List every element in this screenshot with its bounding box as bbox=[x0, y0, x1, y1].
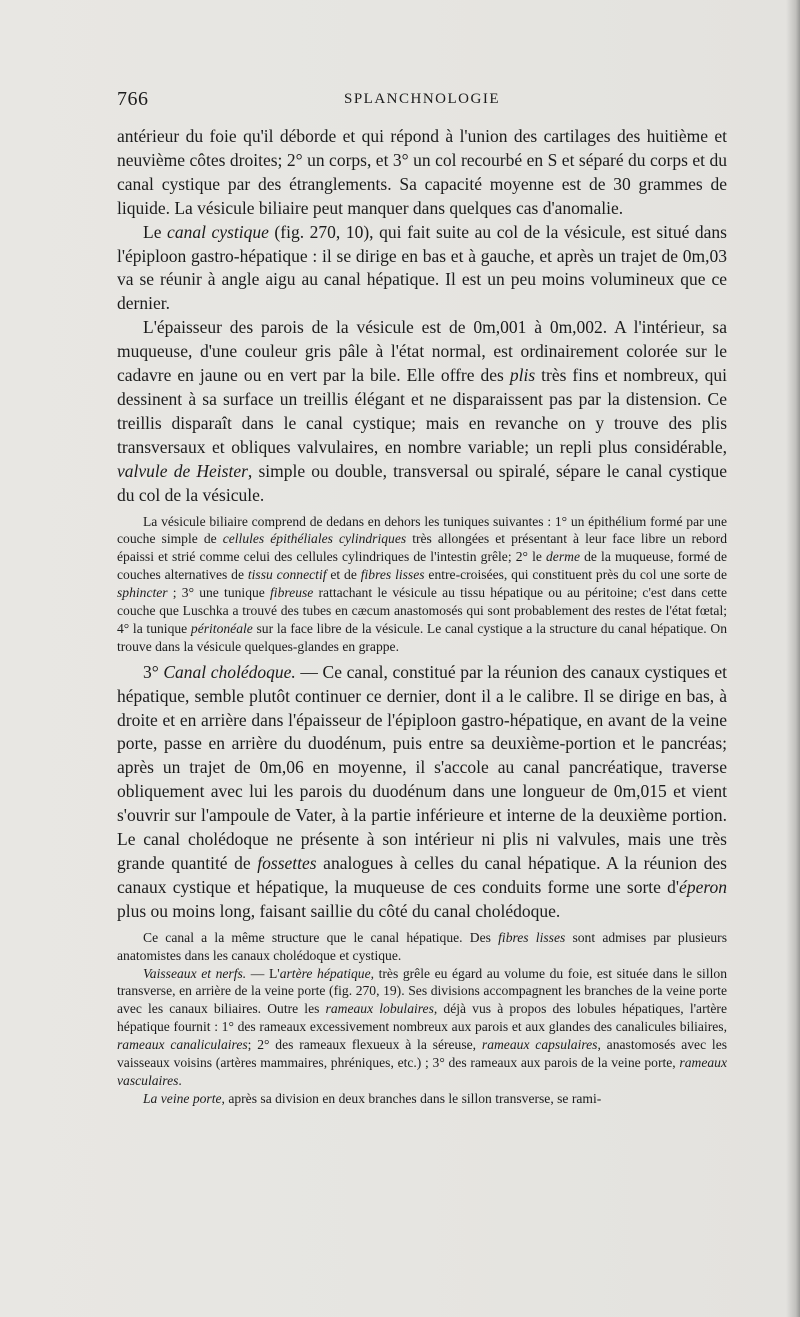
text-run: . bbox=[178, 1072, 182, 1088]
italic-term: Vaisseaux et nerfs. bbox=[143, 965, 247, 981]
text-run: , après sa division en deux branches dans le sillon transverse, se rami- bbox=[221, 1090, 602, 1106]
text-run: Le bbox=[143, 221, 168, 242]
italic-term: fibres lisses bbox=[360, 567, 425, 583]
italic-term: cellules épithéliales cylindriques bbox=[222, 531, 407, 547]
text-run: (fig. 270, 10), qui fait suite au col de la vésicule, est situé dans l'épiploon gastro-hépatique : il se dirige en bas et à gauche, et après un trajet de 0m,03 va se réunir à angle aigu au canal hépatique. Il est un peu moins volumineux que ce dernier. bbox=[117, 221, 727, 314]
italic-term: péritonéale bbox=[190, 620, 253, 636]
text-run: de la muqueuse, formé de couches alternatives de bbox=[117, 549, 727, 583]
running-title: SPLANCHNOLOGIE bbox=[344, 91, 500, 107]
italic-term: artère hépatique bbox=[279, 965, 371, 981]
paragraph-vaisseaux-small bbox=[117, 965, 727, 1090]
text-run: plus ou moins long, faisant saillie du côté du canal cholédoque. bbox=[117, 900, 561, 921]
paragraph-structure-small bbox=[117, 929, 727, 965]
italic-term: rameaux lobulaires bbox=[325, 1001, 434, 1017]
italic-term: rameaux vasculaires bbox=[117, 1055, 727, 1088]
italic-term: fossettes bbox=[257, 853, 317, 873]
text-run: 3° bbox=[143, 661, 164, 682]
text-run: , anastomosés avec les vaisseaux voisins (artères mammaires, phréniques, etc.) ; 3° des rameaux aux parois de la veine porte, bbox=[117, 1037, 728, 1071]
text-run: et de bbox=[326, 567, 361, 583]
italic-term: fibres lisses bbox=[498, 929, 566, 945]
italic-term: plis bbox=[509, 365, 536, 386]
paragraph-veine-porte-small bbox=[117, 1090, 727, 1108]
paragraph-parois-vesicule bbox=[117, 316, 727, 507]
page-edge-shadow bbox=[786, 0, 800, 1317]
text-run: analogues à celles du canal hépatique. A la réunion des canaux cystique et hépatique, la muqueuse de ces conduits forme une sorte d' bbox=[117, 853, 727, 897]
italic-term: tissu connectif bbox=[247, 567, 327, 583]
italic-term: sphincter bbox=[117, 585, 168, 601]
italic-term: La veine porte bbox=[143, 1090, 222, 1106]
italic-term: éperon bbox=[679, 876, 727, 897]
section-heading-italic: Canal cholédoque. bbox=[163, 661, 296, 682]
text-run: très allongées et présentant à leur face libre un rebord épaissi et strié comme celui des cellules cylindriques de l'intestin grêle; 2° le bbox=[117, 531, 727, 565]
page-number: 766 bbox=[117, 88, 149, 110]
page-header bbox=[117, 88, 727, 114]
text-run: très fins et nombreux, qui dessinent à sa surface un treillis élégant et ne disparaissent pas par la distension. Ce treillis disparaît dans le canal cystique; mais en revanche on y trouve des plis transversaux et obliques valvulaires, en nombre variable; un repli plus considérable, bbox=[117, 365, 727, 457]
italic-term: derme bbox=[546, 549, 580, 565]
text-run: ; 3° une tunique bbox=[167, 585, 271, 601]
page-body bbox=[117, 125, 727, 1108]
text-run: La vésicule biliaire comprend de dedans en dehors les tuniques suivantes : 1° un épithélium formé par une couche simple de bbox=[117, 513, 727, 547]
text-run: Ce canal a la même structure que le canal hépatique. Des bbox=[143, 929, 499, 945]
text-run: rattachant le vésicule au tissu hépatique ou au péritoine; c'est dans cette couche que Luschka a trouvé des tubes en cæcum anastomosés qui sont probablement des restes de l'état fœtal; 4° la tunique bbox=[117, 585, 727, 636]
italic-term: rameaux canaliculaires bbox=[117, 1037, 248, 1053]
text-run: sont admises par plusieurs anatomistes dans les canaux cholédoque et cystique. bbox=[117, 929, 727, 963]
paragraph-tuniques-small bbox=[117, 513, 727, 656]
text-run: — L' bbox=[246, 965, 280, 981]
text-run: ; 2° des rameaux flexueux à la séreuse, bbox=[247, 1037, 482, 1053]
text-run: , déjà vus à propos des lobules hépatiques, l'artère hépatique fournit : 1° des rameaux excessivement nombreux aux parois et aux glandes des canalicules biliaires, bbox=[117, 1001, 727, 1035]
italic-term: canal cystique bbox=[167, 221, 269, 242]
paragraph-text: antérieur du foie qu'il déborde et qui répond à l'union des cartilages des huitième et neuvième côtes droites; 2° un corps, et 3° un col recourbé en S et séparé du corps et du canal cystique par des étranglements. Sa capacité moyenne est de 30 grammes de liquide. La vésicule biliaire peut manquer dans quelques cas d'anomalie. bbox=[117, 126, 727, 218]
italic-term: valvule de Heister bbox=[117, 460, 248, 481]
paragraph-canal-choledoque bbox=[117, 661, 727, 924]
italic-term: fibreuse bbox=[270, 585, 314, 601]
text-run: , très grêle eu égard au volume du foie, est située dans le sillon transverse, en arrière de la veine porte (fig. 270, 19). Ses divisions accompagnent les branches de la veine porte avec les canaux biliaires. Outre les bbox=[117, 965, 727, 1017]
paragraph-vesicule-parts bbox=[117, 125, 727, 221]
paragraph-canal-cystique bbox=[117, 221, 727, 317]
text-run: , simple ou double, transversal ou spiralé, sépare le canal cystique du col de la vésicule. bbox=[117, 460, 728, 505]
text-run: — Ce canal, constitué par la réunion des canaux cystiques et hépatique, semble plutôt continuer ce dernier, dont il a le calibre. Il se dirige en bas, à droite et en arrière dans l'épaisseur de l'épiploon gastro-hépatique, en avant de la veine porte, passe en arrière du duodénum, puis entre sa deuxième-portion et le pancréas; après un trajet de 0m,06 en moyenne, il s'accole au canal pancréatique, traverse obliquement avec lui les parois du duodénum dans une longueur de 0m,015 et vient s'ouvrir sur l'ampoule de Vater, à la partie inférieure et interne de la deuxième portion. Le canal cholédoque ne présente à son intérieur ni plis ni valvules, mais une très grande quantité de bbox=[117, 661, 727, 873]
text-run: L'épaisseur des parois de la vésicule est de 0m,001 à 0m,002. A l'intérieur, sa muqueuse, d'une couleur gris pâle à l'état normal, est ordinairement colorée sur le cadavre en jaune ou en vert par la bile. Elle offre des bbox=[117, 317, 727, 386]
text-run: entre-croisées, qui constituent près du col une sorte de bbox=[424, 567, 727, 583]
text-run: sur la face libre de la vésicule. Le canal cystique a la structure du canal hépatique. On trouve dans la vésicule quelques-glandes en grappe. bbox=[117, 620, 727, 654]
italic-term: rameaux capsulaires bbox=[481, 1037, 598, 1053]
